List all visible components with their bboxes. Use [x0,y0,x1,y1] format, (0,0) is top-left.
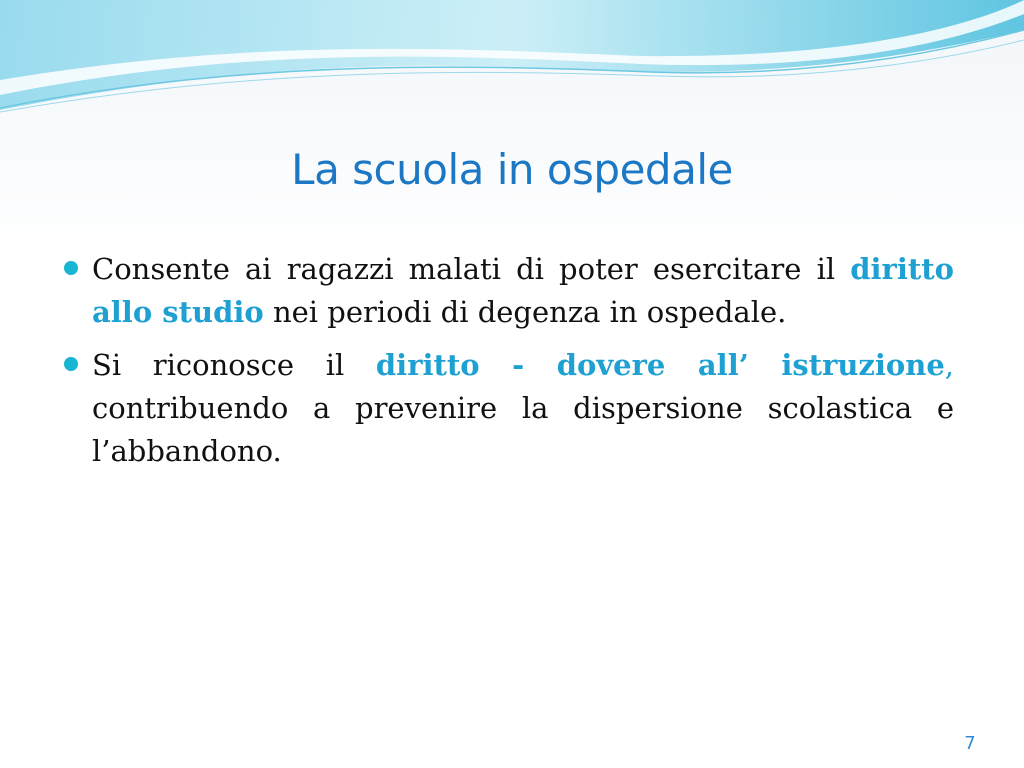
bullet-text: Consente ai ragazzi malati di poter esercitare il [92,252,836,286]
bullet-highlight: diritto - dovere all’ istruzione [375,348,945,382]
bullet-text: Si riconosce il [92,348,345,382]
bullet-text: contribuendo a prevenire la dispersione scolastica e l’abbandono. [92,391,954,468]
bullet-item [62,344,954,473]
bullet-text: nei periodi di degenza in ospedale. [272,295,787,329]
page-number: 7 [964,733,976,754]
header-wave-decoration [0,0,1024,120]
slide-content [62,248,954,483]
bullet-highlight: diritto allo studio [92,252,954,329]
bullet-item [62,248,954,334]
bullet-punctuation: , [944,348,955,382]
bullet-dot-icon [64,261,78,275]
bullet-dot-icon [64,357,78,371]
slide-title: La scuola in ospedale [291,145,733,194]
